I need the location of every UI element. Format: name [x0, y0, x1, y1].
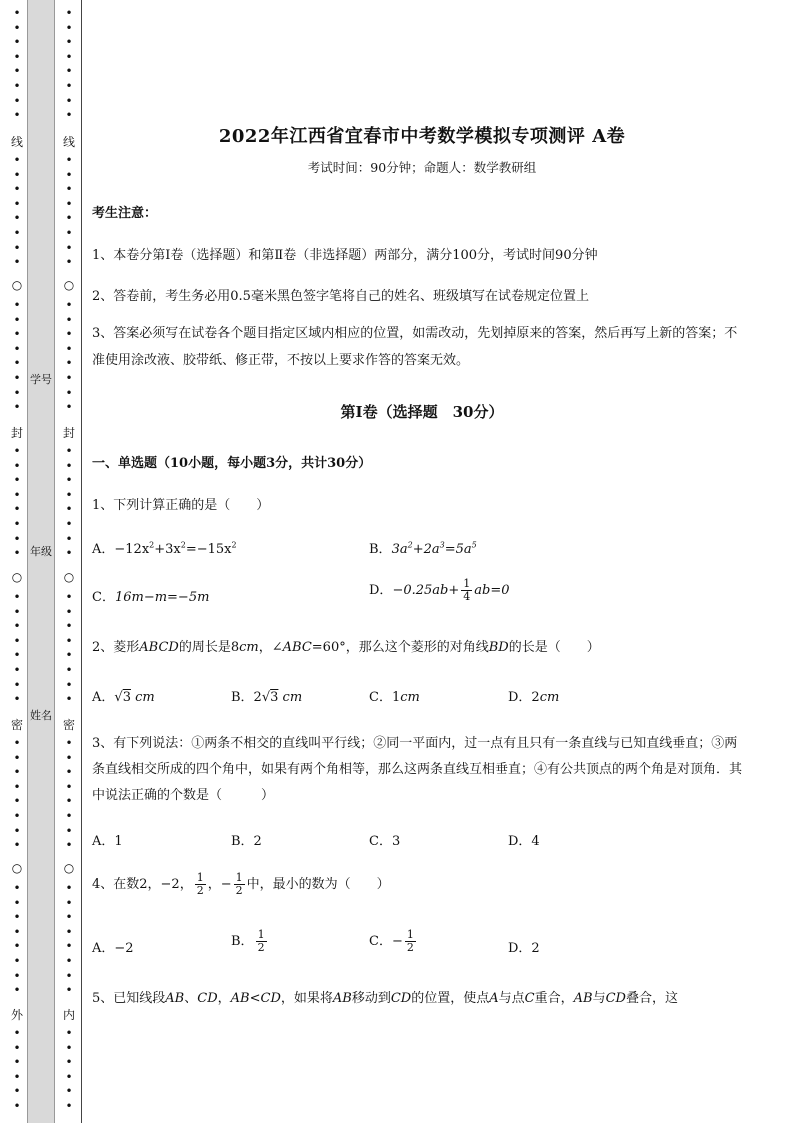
page-title: 2022年江西省宜春市中考数学模拟专项测评 A卷 [218, 126, 626, 147]
outer-binding-marker: ○ [11, 861, 23, 875]
question-4-stem: 4、在数2，−2， $\frac{1}{2}$ ，− $\frac{1}{2}$ 中，最小的数为（ ） [92, 871, 390, 897]
outer-binding-dots: • • • • • • • • [13, 6, 21, 123]
q4-option-d: D．2 [508, 941, 540, 956]
outer-binding-dots: • • • • • • • • [13, 153, 21, 270]
inner-binding-dots: • • • • • • • • [65, 881, 73, 998]
inner-binding-marker: 封 [62, 426, 75, 440]
q3-option-c: C．3 [369, 834, 401, 849]
outer-binding-dots: • • • • • • • • [13, 298, 21, 415]
q1-option-b: B．$3a^2+2a^3=5a^5$ [369, 540, 477, 557]
inner-binding-dots: • • • • • • • • [65, 153, 73, 270]
question-2-stem: 2、菱形ABCD的周长是8cm，∠ABC=60°，那么这个菱形的对角线BD的长是（ ） [92, 640, 600, 655]
q4-option-a: A．−2 [92, 941, 134, 956]
inner-binding-dots: • • • • • • • • [65, 444, 73, 561]
q1-option-d: D．−0.25ab+ $\frac{1}{4}$ ab=0 [369, 577, 510, 603]
outer-binding-dots: • • • • • • • • [13, 881, 21, 998]
q3-option-b: B．2 [231, 834, 262, 849]
q4-option-b: B． $\frac{1}{2}$ [231, 928, 265, 954]
student-id-label: 学号 [30, 373, 52, 386]
outer-binding-dots: • • • • • • • • [13, 444, 21, 561]
q1-option-a: A．$-12x^2+3x^2=-15x^2$ [92, 540, 237, 557]
outer-binding-marker: ○ [11, 570, 23, 584]
outer-binding-marker: 外 [10, 1008, 23, 1022]
binding-info-band [27, 0, 55, 1123]
outer-binding-marker: 封 [10, 426, 23, 440]
outer-binding-dots: • • • • • • • • [13, 590, 21, 707]
q3-option-a: A．1 [92, 834, 123, 849]
inner-binding-marker: 线 [62, 135, 75, 149]
inner-binding-marker: ○ [63, 278, 75, 292]
inner-binding-dots: • • • • • • • • [65, 6, 73, 123]
inner-binding-marker: ○ [63, 861, 75, 875]
notice-heading: 考生注意： [92, 206, 158, 221]
q1-option-c: C．16m−m=−5m [92, 590, 210, 605]
section-title: 第I卷（选择题 30分） [340, 403, 504, 421]
notice-item-1: 1、本卷分第I卷（选择题）和第Ⅱ卷（非选择题）两部分，满分100分，考试时间90分钟 [92, 248, 598, 263]
question-3-stem: 3、有下列说法：①两条不相交的直线叫平行线；②同一平面内，过一点有且只有一条直线与已知直线垂直；③两条直线相交所成的四个角中，如果有两个角相等，那么这两条直线互相垂直；④有公共顶点的两个角是对顶角．其中说法正确的个数是（ ） [92, 736, 743, 803]
inner-binding-marker: 密 [62, 718, 75, 732]
q2-option-a: A．√3 cm [92, 690, 155, 705]
question-1-stem: 1、下列计算正确的是（ ） [92, 498, 270, 513]
outer-binding-dots: • • • • • • [13, 1026, 21, 1113]
page-subtitle: 考试时间：90分钟；命题人：数学教研组 [307, 160, 537, 175]
question-5-stem: 5、已知线段AB、CD，AB<CD，如果将AB移动到CD的位置，使点A与点C重合，AB与CD叠合，这 [92, 991, 678, 1006]
notice-item-3: 3、答案必须写在试卷各个题目指定区域内相应的位置，如需改动，先划掉原来的答案，然后再写上新的答案；不准使用涂改液、胶带纸、修正带，不按以上要求作答的答案无效。 [92, 326, 738, 368]
q1-option-a-expression: $-12x^2+3x^2=-15x^2$ [114, 540, 237, 557]
inner-binding-dots: • • • • • • [65, 1026, 73, 1113]
notice-item-2: 2、答卷前，考生务必用0.5毫米黑色签字笔将自己的姓名、班级填写在试卷规定位置上 [92, 289, 589, 304]
binding-outer-column [6, 0, 28, 1123]
q2-option-c: C．1cm [369, 690, 420, 705]
grade-label: 年级 [30, 545, 52, 558]
outer-binding-marker: 密 [10, 718, 23, 732]
outer-binding-dots: • • • • • • • • [13, 736, 21, 853]
inner-binding-dots: • • • • • • • • [65, 736, 73, 853]
name-label: 姓名 [30, 709, 52, 722]
inner-binding-dots: • • • • • • • • [65, 298, 73, 415]
outer-binding-marker: ○ [11, 278, 23, 292]
q2-option-d: D．2cm [508, 690, 560, 705]
outer-binding-marker: 线 [10, 135, 23, 149]
q3-option-d: D．4 [508, 834, 540, 849]
part-heading: 一、单选题（10小题，每小题3分，共计30分） [92, 456, 372, 471]
inner-binding-dots: • • • • • • • • [65, 590, 73, 707]
inner-binding-marker: 内 [62, 1008, 75, 1022]
q2-option-b: B．2√3 cm [231, 690, 303, 705]
q4-option-c: C．− $\frac{1}{2}$ [369, 928, 414, 954]
inner-binding-marker: ○ [63, 570, 75, 584]
binding-inner-column [57, 0, 82, 1123]
